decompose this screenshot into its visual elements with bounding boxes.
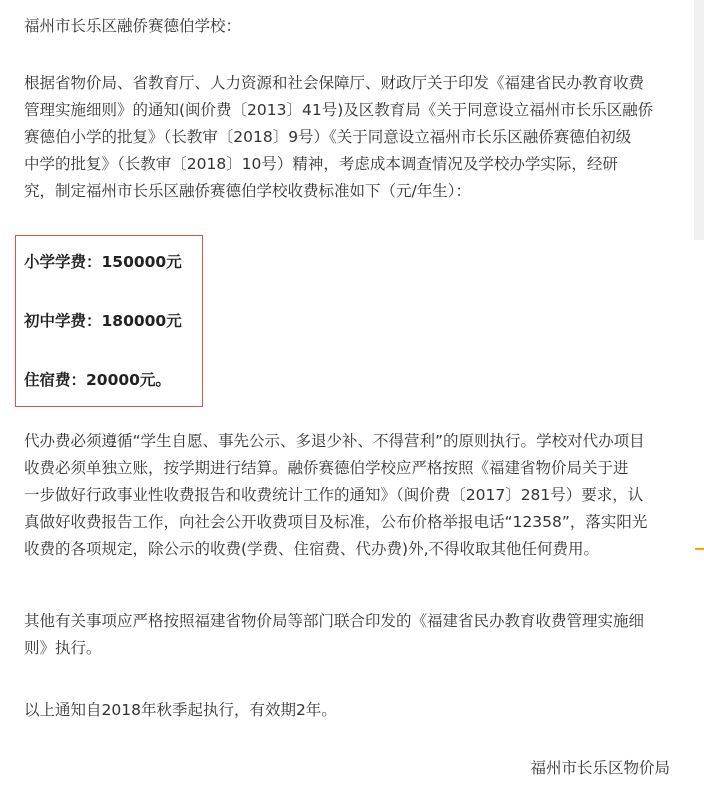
paragraph-effective-date: 以上通知自2018年秋季起执行，有效期2年。: [24, 701, 337, 719]
paragraph-line: 究，制定福州市长乐区融侨赛德伯学校收费标准如下（元/年生）：: [24, 182, 471, 200]
paragraph-line: 一步做好行政事业性收费报告和收费统计工作的通知》（闽价费〔2017〕281号）要求，认: [24, 486, 644, 504]
paragraph-line: 代办费必须遵循“学生自愿、事先公示、多退少补、不得营利”的原则执行。学校对代办项目: [24, 432, 645, 450]
paragraph-line: 真做好收费报告工作，向社会公开收费项目及标准，公布价格举报电话“12358”，落实阳光: [24, 513, 648, 531]
paragraph-line: 则》执行。: [24, 639, 102, 657]
fee-primary: 小学学费：150000元: [24, 253, 182, 271]
side-marker: [695, 548, 704, 550]
fee-boarding: 住宿费：20000元。: [24, 371, 171, 389]
paragraph-line: 收费必须单独立账，按学期进行结算。融侨赛德伯学校应严格按照《福建省物价局关于进: [24, 459, 629, 477]
paragraph-line: 其他有关事项应严格按照福建省物价局等部门联合印发的《福建省民办教育收费管理实施细: [24, 612, 645, 630]
paragraph-other-matters: [24, 608, 670, 662]
scrollbar-track[interactable]: [694, 0, 704, 240]
paragraph-line: 赛德伯小学的批复》（长教审〔2018〕9号）《关于同意设立福州市长乐区融侨赛德伯初级: [24, 128, 632, 146]
paragraph-line: 根据省物价局、省教育厅、人力资源和社会保障厅、财政厅关于印发《福建省民办教育收费: [24, 74, 645, 92]
signature: 福州市长乐区物价局: [530, 759, 670, 777]
paragraph-agency-fees: [24, 428, 670, 563]
paragraph-basis: [24, 70, 670, 205]
paragraph-line: 中学的批复》（长教审〔2018〕10号）精神，考虑成本调查情况及学校办学实际，经研: [24, 155, 618, 173]
greeting: 福州市长乐区融侨赛德伯学校：: [24, 17, 242, 35]
paragraph-line: 收费的各项规定，除公示的收费(学费、住宿费、代办费)外,不得收取其他任何费用。: [24, 540, 600, 558]
paragraph-line: 管理实施细则》的通知(闽价费〔2013〕41号)及区教育局《关于同意设立福州市长乐区融侨: [24, 101, 654, 119]
fee-middle: 初中学费：180000元: [24, 312, 182, 330]
